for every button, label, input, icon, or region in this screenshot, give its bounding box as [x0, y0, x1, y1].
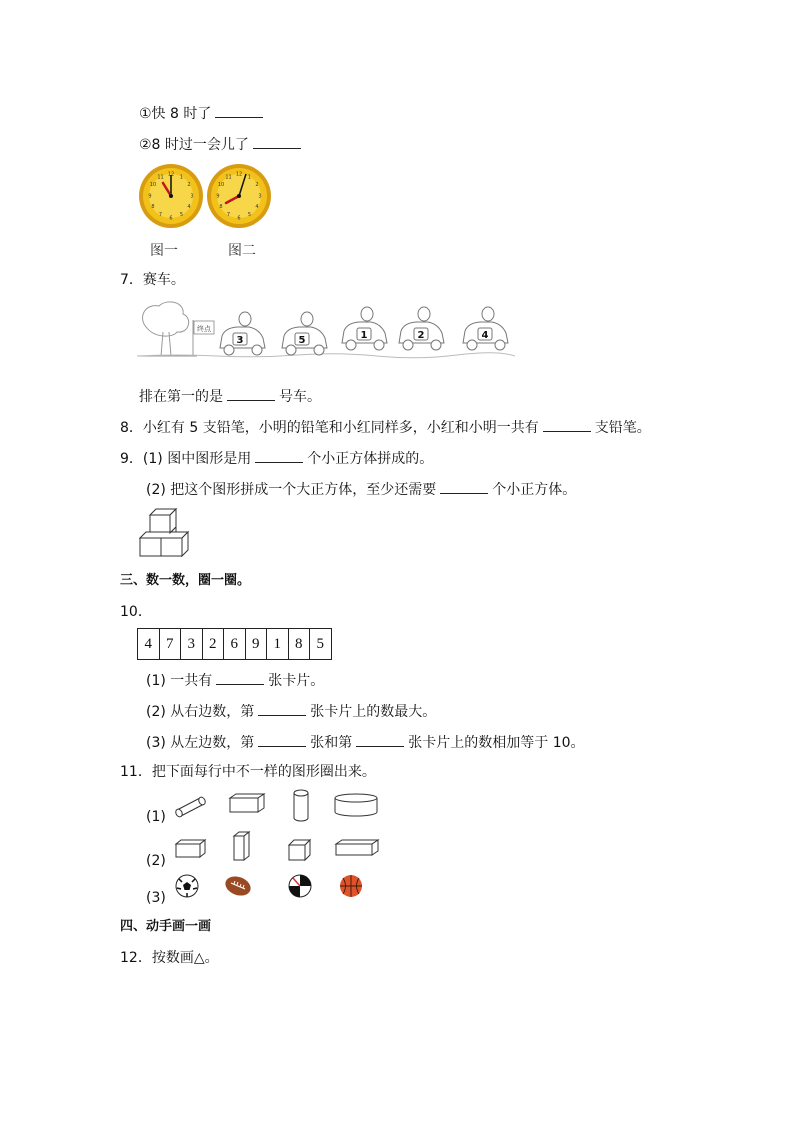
q11-row-3-label: (3)	[146, 890, 166, 906]
clock-numeral: 7	[226, 212, 231, 218]
clock-numeral: 1	[247, 174, 252, 181]
answer-blank[interactable]	[258, 732, 306, 747]
q10-part-1	[146, 670, 324, 690]
number-card: 2	[202, 629, 224, 660]
q10-part-3-post: 张卡片上的数相加等于 10。	[408, 735, 585, 751]
q11-title: 11．把下面每行中不一样的图形圈出来。	[120, 764, 376, 780]
clock-numeral: 10	[217, 182, 225, 188]
football-icon[interactable]	[223, 873, 254, 899]
number-card: 5	[310, 629, 332, 660]
answer-blank[interactable]	[216, 670, 264, 685]
section-3-title: 三、数一数，圈一圈。	[120, 573, 251, 588]
race-car-5	[463, 307, 508, 350]
clock-numeral: 10	[149, 182, 157, 188]
q11-row-2	[172, 830, 392, 864]
answer-blank[interactable]	[215, 103, 263, 118]
cuboid-icon[interactable]	[336, 840, 378, 855]
clock-numeral: 3	[190, 193, 194, 200]
clock-1-caption: 图一	[150, 243, 178, 259]
q10-number: 10．	[120, 604, 152, 620]
clock-numeral: 11	[157, 174, 164, 181]
race-car-1	[220, 312, 265, 355]
q6-item-2	[139, 134, 305, 154]
q11-row-3	[172, 872, 372, 902]
number-card: 6	[224, 629, 246, 660]
clock-numeral: 8	[151, 204, 155, 210]
answer-blank[interactable]	[253, 134, 301, 149]
clock-1-icon	[138, 163, 204, 229]
race-car-2	[282, 312, 327, 355]
clock-numeral: 7	[158, 212, 163, 218]
beach-ball-icon[interactable]	[289, 875, 311, 897]
answer-blank[interactable]	[258, 701, 306, 716]
clock-numeral: 9	[148, 193, 152, 200]
clock-numeral: 5	[179, 212, 184, 218]
q10-part-3	[146, 732, 585, 752]
race-car-3	[342, 307, 387, 350]
number-card: 7	[159, 629, 181, 660]
clock-2-icon	[206, 163, 272, 229]
car-number: 2	[417, 330, 425, 341]
basketball-icon[interactable]	[340, 875, 362, 897]
answer-blank[interactable]	[440, 479, 488, 494]
clock-numeral: 2	[255, 182, 259, 188]
q8	[120, 417, 651, 437]
clock-numeral: 3	[258, 193, 262, 200]
q8-pre: 8．小红有 5 支铅笔，小明的铅笔和小红同样多，小红和小明一共有	[120, 420, 539, 436]
clock-numeral: 1	[179, 174, 184, 181]
cylinder-icon[interactable]	[294, 790, 308, 821]
car-number: 1	[360, 330, 368, 341]
q10-part-3-mid: 张和第	[310, 735, 353, 751]
q10-part-1-post: 张卡片。	[268, 673, 325, 689]
q7-question-pre: 排在第一的是	[139, 389, 223, 405]
race-car-4	[399, 307, 444, 350]
q11-row-1-label: (1)	[146, 809, 166, 825]
q7-question	[139, 386, 321, 406]
cylinder-icon[interactable]	[175, 796, 207, 818]
answer-blank[interactable]	[227, 386, 275, 401]
clock-numeral: 4	[255, 204, 259, 210]
section-4-title: 四、动手画一画	[120, 919, 212, 934]
q9-part-2	[146, 479, 576, 499]
q10-part-2	[146, 701, 436, 721]
q7-title: 7．赛车。	[120, 272, 185, 288]
q9-part-1	[120, 448, 433, 468]
q10-part-3-pre: (3) 从左边数，第	[146, 735, 255, 751]
clock-numeral: 9	[216, 193, 220, 200]
soccer-ball-icon[interactable]	[176, 875, 198, 897]
cylinder-icon[interactable]	[335, 794, 377, 816]
q7-question-post: 号车。	[279, 389, 321, 405]
q6-item-1	[139, 103, 267, 123]
q6-item-1-text: ①快 8 时了	[139, 106, 212, 122]
answer-blank[interactable]	[543, 417, 591, 432]
car-number: 3	[236, 335, 244, 346]
tree-icon	[137, 302, 197, 356]
number-cards	[137, 628, 332, 660]
number-card: 1	[267, 629, 289, 660]
clock-numeral: 12	[167, 171, 175, 178]
cuboid-icon[interactable]	[176, 840, 205, 857]
number-card: 3	[181, 629, 203, 660]
number-card: 8	[288, 629, 310, 660]
car-number: 4	[481, 330, 489, 341]
q6-item-2-text: ②8 时过一会儿了	[139, 137, 249, 153]
clock-numeral: 2	[187, 182, 191, 188]
clock-numeral: 6	[237, 215, 241, 222]
clock-2-caption: 图二	[228, 243, 256, 259]
clock-numeral: 6	[169, 215, 173, 222]
answer-blank[interactable]	[255, 448, 303, 463]
race-cars-image	[137, 298, 515, 364]
q9-part-1-post: 个小正方体拼成的。	[307, 451, 434, 467]
q9-part-2-post: 个小正方体。	[492, 482, 577, 498]
answer-blank[interactable]	[356, 732, 404, 747]
clock-numeral: 5	[247, 212, 252, 218]
q9-part-1-pre: 9．(1) 图中图形是用	[120, 451, 252, 467]
finish-flag-icon	[193, 320, 214, 356]
clock-numeral: 8	[219, 204, 223, 210]
number-card: 4	[138, 629, 160, 660]
q10-part-2-post: 张卡片上的数最大。	[310, 704, 437, 720]
q8-post: 支铅笔。	[594, 420, 651, 436]
cuboid-icon[interactable]	[230, 794, 264, 812]
q9-part-2-pre: (2) 把这个图形拼成一个大正方体，至少还需要	[146, 482, 437, 498]
q10-part-1-pre: (1) 一共有	[146, 673, 213, 689]
cuboid-icon[interactable]	[234, 832, 249, 860]
cube-icon[interactable]	[289, 840, 310, 860]
q11-row-1	[172, 788, 392, 824]
car-number: 5	[298, 335, 306, 346]
clock-numeral: 12	[235, 171, 243, 178]
number-card: 9	[245, 629, 267, 660]
flag-label: 终点	[197, 325, 211, 333]
q10-part-2-pre: (2) 从右边数，第	[146, 704, 255, 720]
clock-numeral: 4	[187, 204, 191, 210]
cube-stack-icon	[138, 505, 200, 557]
clock-numeral: 11	[225, 174, 232, 181]
q12-title: 12．按数画△。	[120, 950, 219, 966]
q11-row-2-label: (2)	[146, 853, 166, 869]
